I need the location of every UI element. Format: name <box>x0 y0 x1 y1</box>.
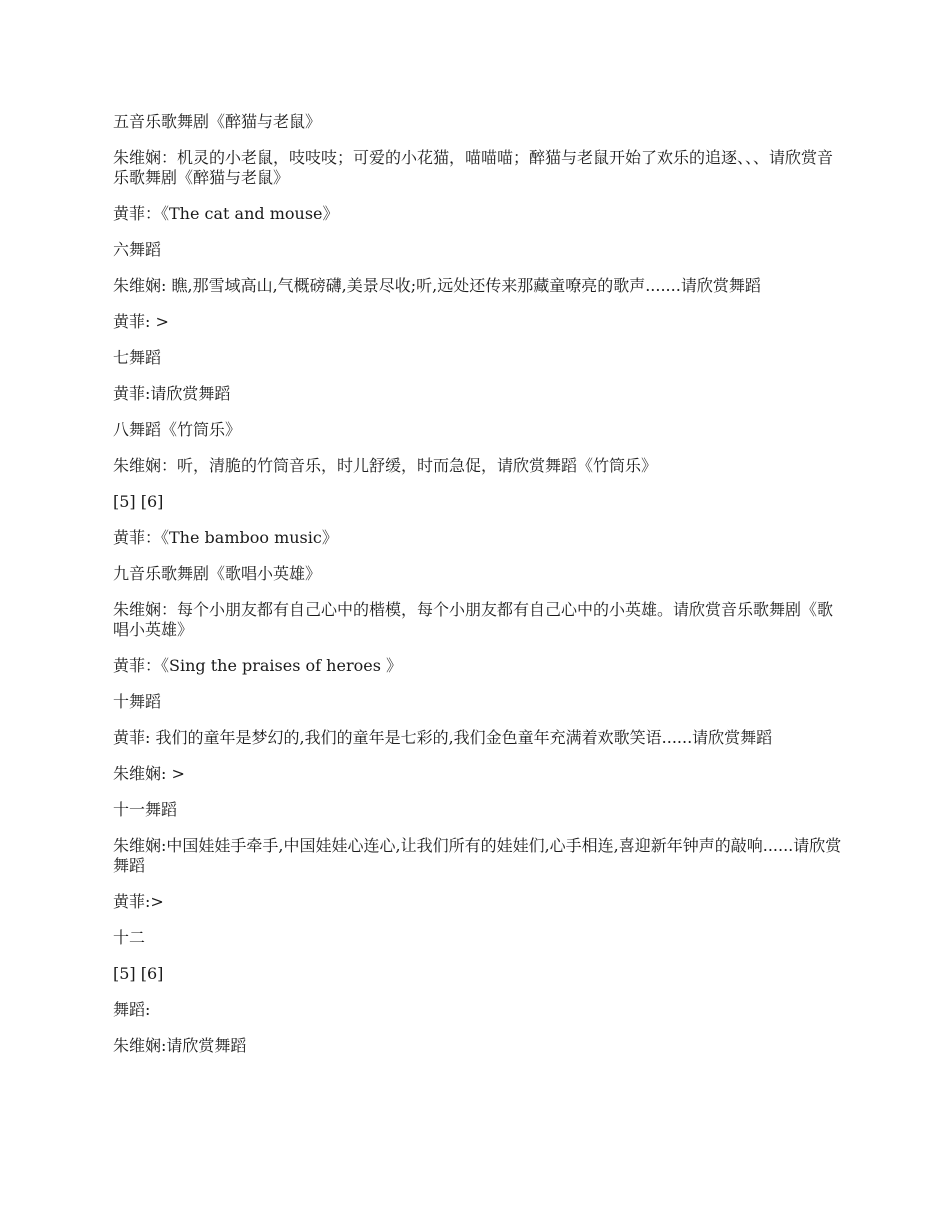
host-line-huang: 黄菲: 我们的童年是梦幻的,我们的童年是七彩的,我们金色童年充满着欢歌笑语......请欣赏舞蹈 <box>113 728 773 747</box>
section-heading-9: 九音乐歌舞剧《歌唱小英雄》 <box>113 564 322 583</box>
reference-marks: [5] [6] <box>113 964 164 983</box>
section-heading-5: 五音乐歌舞剧《醉猫与老鼠》 <box>113 112 322 131</box>
host-line-huang: 黄菲：《Sing the praises of heroes 》 <box>113 656 402 675</box>
reference-marks: [5] [6] <box>113 492 164 511</box>
host-line-zhu: 朱维娴：机灵的小老鼠，吱吱吱；可爱的小花猫，喵喵喵；醉猫与老鼠开始了欢乐的追逐、、、请欣赏音乐歌舞剧《醉猫与老鼠》 <box>113 148 834 187</box>
host-line-zhu: 朱维娴: 瞧,那雪域高山,气概磅礴,美景尽收;听,远处还传来那藏童嘹亮的歌声.......请欣赏舞蹈 <box>113 276 761 295</box>
host-line-zhu: 朱维娴：每个小朋友都有自己心中的楷模，每个小朋友都有自己心中的小英雄。请欣赏音乐歌舞剧《歌唱小英雄》 <box>113 600 834 639</box>
host-line-zhu: 朱维娴:请欣赏舞蹈 <box>113 1036 247 1055</box>
host-line-zhu: 朱维娴:中国娃娃手牵手,中国娃娃心连心,让我们所有的娃娃们,心手相连,喜迎新年钟声的敲响......请欣赏舞蹈 <box>113 836 842 875</box>
section-label-dance: 舞蹈: <box>113 1000 151 1019</box>
section-heading-7: 七舞蹈 <box>113 348 162 367</box>
host-line-zhu: 朱维娴：听，清脆的竹筒音乐，时儿舒缓，时而急促，请欣赏舞蹈《竹筒乐》 <box>113 456 658 475</box>
host-line-huang: 黄菲: > <box>113 312 169 331</box>
document-page <box>113 112 843 1072</box>
section-heading-6: 六舞蹈 <box>113 240 162 259</box>
host-line-zhu: 朱维娴: > <box>113 764 185 783</box>
section-heading-10: 十舞蹈 <box>113 692 162 711</box>
section-heading-12: 十二 <box>113 928 146 947</box>
host-line-huang: 黄菲：《The bamboo music》 <box>113 528 338 547</box>
host-line-huang: 黄菲：《The cat and mouse》 <box>113 204 339 223</box>
host-line-huang: 黄菲:> <box>113 892 164 911</box>
host-line-huang: 黄菲:请欣赏舞蹈 <box>113 384 231 403</box>
section-heading-11: 十一舞蹈 <box>113 800 178 819</box>
section-heading-8: 八舞蹈《竹筒乐》 <box>113 420 242 439</box>
